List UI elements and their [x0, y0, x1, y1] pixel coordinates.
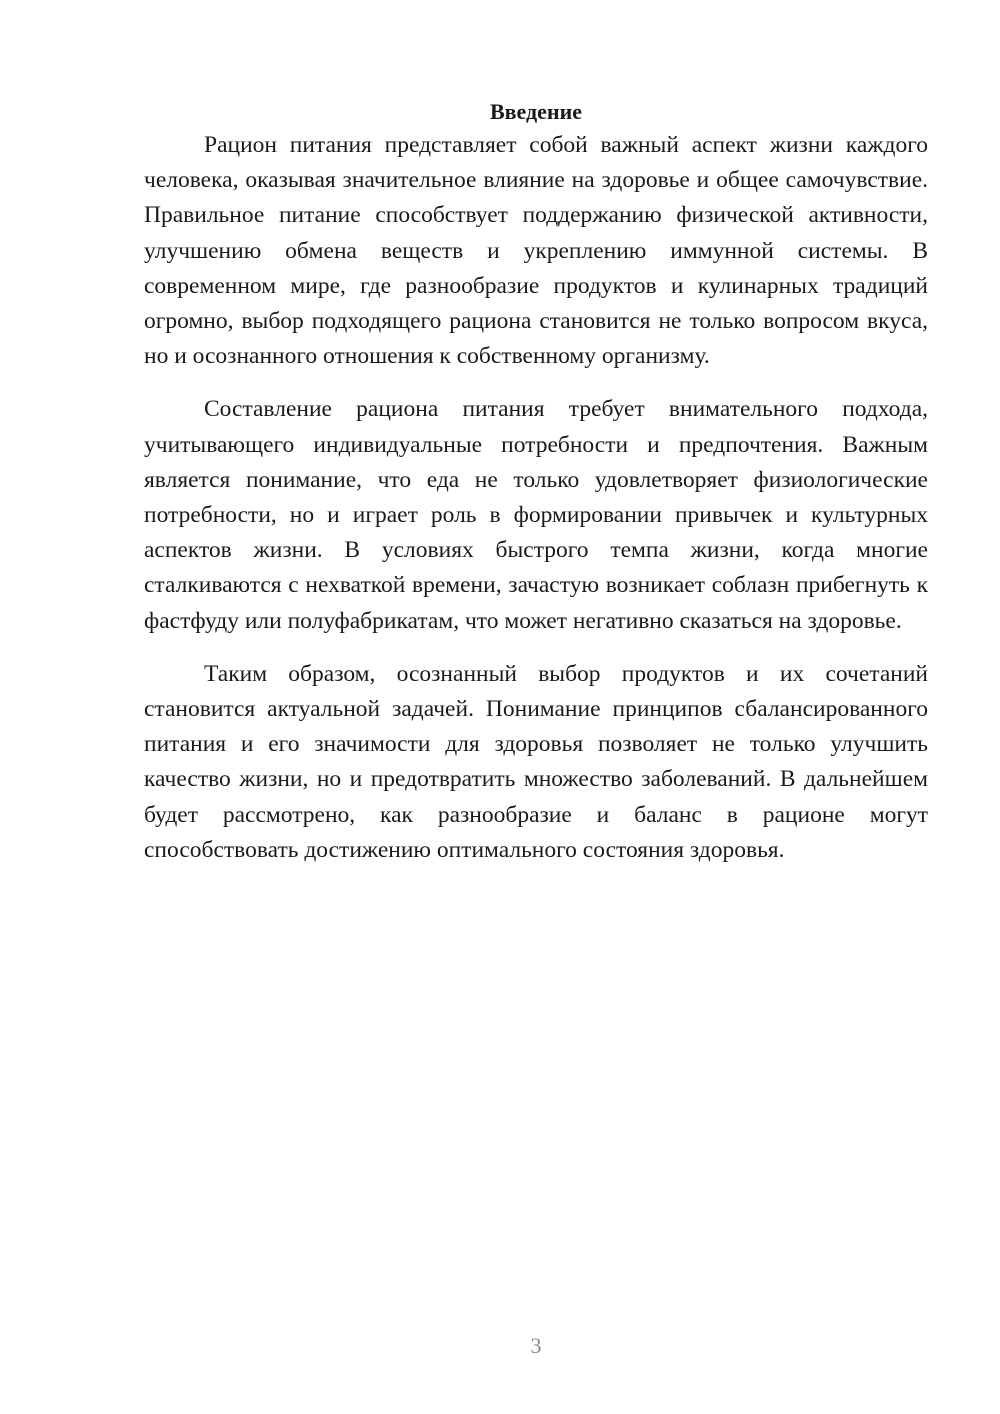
page-number: 3: [530, 1333, 542, 1358]
section-heading: Введение: [489, 99, 583, 124]
paragraph-2: Составление рациона питания требует внимательного подхода, учитывающего индивидуальные потребности и предпочтения. Важным является понимание, что еда не только удовлетворяет физиологические потребности, но и играет роль в формировании привычек и культурных аспектов жизни. В условиях быстрого темпа жизни, когда многие сталкиваются с нехваткой времени, зачастую возникает соблазн прибегнуть к фастфуду или полуфабрикатам, что может негативно сказаться на здоровье.: [144, 396, 928, 634]
paragraph-3: Таким образом, осознанный выбор продуктов и их сочетаний становится актуальной задачей. Понимание принципов сбалансированного питания и его значимости для здоровья позволяет не только улучшить качество жизни, но и предотвратить множество заболеваний. В дальнейшем будет рассмотрено, как разнообразие и баланс в рационе могут способствовать достижению оптимального состояния здоровья.: [144, 660, 928, 863]
page-body: [144, 95, 928, 868]
paragraph-1: Рацион питания представляет собой важный аспект жизни каждого человека, оказывая значительное влияние на здоровье и общее самочувствие. Правильное питание способствует поддержанию физической активности, улучшению обмена веществ и укреплению иммунной системы. В современном мире, где разнообразие продуктов и кулинарных традиций огромно, выбор подходящего рациона становится не только вопросом вкуса, но и осознанного отношения к собственному организму.: [144, 132, 928, 370]
